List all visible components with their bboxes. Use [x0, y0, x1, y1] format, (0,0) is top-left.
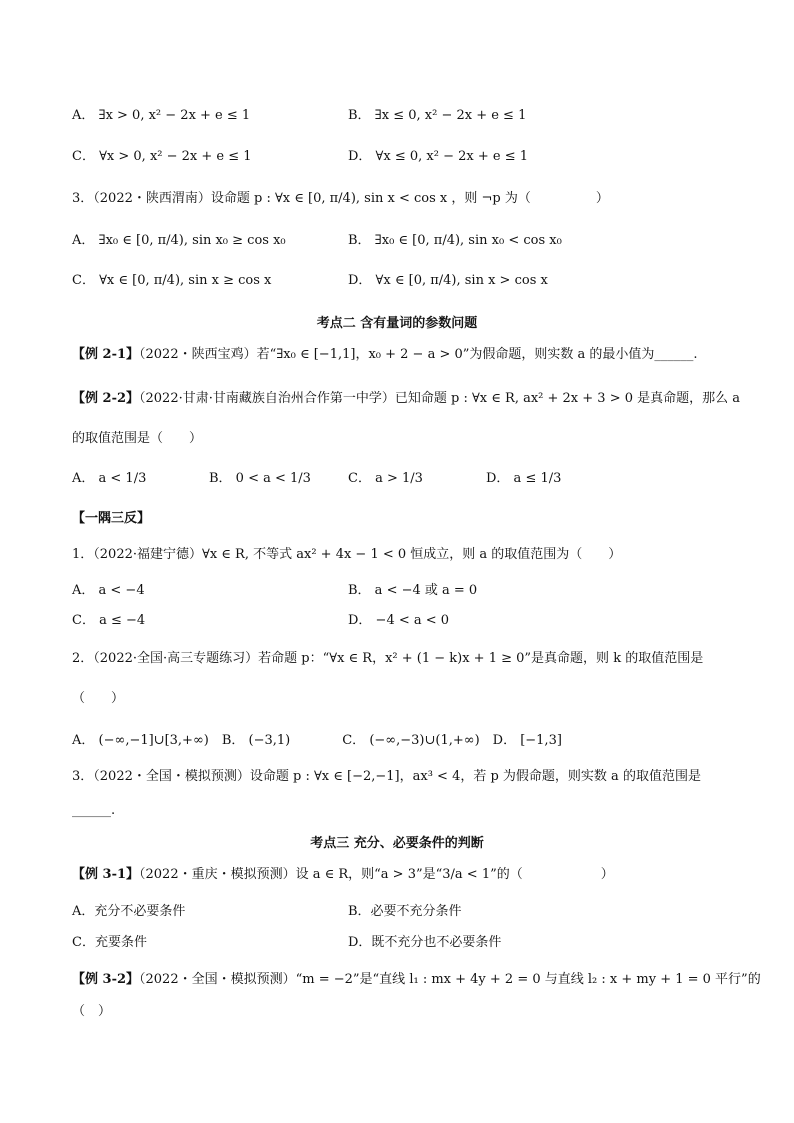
example-2-2-tag: 【例 2-2】 — [72, 391, 140, 406]
example-3-2 — [72, 971, 761, 989]
prev-option-c: C． ∀x > 0, x² − 2x + e ≤ 1 — [72, 149, 252, 164]
example-3-2-tag: 【例 3-2】 — [72, 972, 140, 987]
example-2-1 — [72, 346, 698, 364]
example-3-2-text2: （ ） — [72, 1004, 112, 1019]
practice-2-stem: 2．（2022·全国·高三专题练习）若命题 p：“∀x ∈ R，x² + (1 − k)x + 1 ≥ 0”是真命题，则 k 的取值范围是 — [72, 651, 704, 666]
example-3-1-option-a: A．充分不必要条件 — [72, 904, 186, 919]
practice-1-stem: 1．（2022·福建宁德）∀x ∈ R, 不等式 ax² + 4x − 1 < 0 恒成立，则 a 的取值范围为（ ） — [72, 547, 622, 562]
practice-3-stem2: ______. — [72, 803, 116, 818]
example-2-2-option-a: A． a < 1/3 — [72, 471, 147, 486]
q3-stem: 3．（2022・陕西渭南）设命题 p : ∀x ∈ [0, π/4), sin x < cos x ，则 ¬p 为（ ） — [72, 191, 609, 206]
example-3-1-option-b: B．必要不充分条件 — [348, 904, 462, 919]
q3-option-c: C． ∀x ∈ [0, π/4), sin x ≥ cos x — [72, 273, 272, 288]
section-2-title: 考点二 含有量词的参数问题 — [316, 316, 478, 331]
example-2-2-option-d: D． a ≤ 1/3 — [486, 471, 562, 486]
practice-1-option-a: A． a < −4 — [72, 583, 145, 598]
prev-option-d: D． ∀x ≤ 0, x² − 2x + e ≤ 1 — [348, 149, 529, 164]
example-2-1-text: （2022・陕西宝鸡）若“∃x₀ ∈ [−1,1]，x₀ + 2 − a > 0”为假命题，则实数 a 的最小值为______. — [139, 347, 698, 362]
example-2-2 — [72, 390, 740, 408]
example-3-2-text: （2022・全国・模拟预测）“m = −2”是“直线 l₁ : mx + 4y + 2 = 0 与直线 l₂ : x + my + 1 = 0 平行”的 — [139, 972, 761, 987]
example-3-1-option-d: D．既不充分也不必要条件 — [348, 935, 502, 950]
practice-1-option-c: C． a ≤ −4 — [72, 613, 146, 628]
practice-title: 【一隅三反】 — [72, 511, 151, 526]
example-3-1-text: （2022・重庆・模拟预测）设 a ∈ R，则“a > 3”是“3/a < 1”的（ ） — [139, 867, 614, 882]
q3-option-a: A． ∃x₀ ∈ [0, π/4), sin x₀ ≥ cos x₀ — [72, 233, 286, 248]
example-2-2-option-b: B． 0 < a < 1/3 — [209, 471, 311, 486]
example-2-1-tag: 【例 2-1】 — [72, 347, 140, 362]
example-2-2-text: （2022·甘肃·甘南藏族自治州合作第一中学）已知命题 p : ∀x ∈ R, ax² + 2x + 3 > 0 是真命题，那么 a — [139, 391, 741, 406]
example-3-1-option-c: C．充要条件 — [72, 935, 147, 950]
practice-2-stem2: （ ） — [72, 691, 125, 706]
practice-3-stem: 3．（2022・全国・模拟预测）设命题 p : ∀x ∈ [−2,−1]，ax³ < 4，若 p 为假命题，则实数 a 的取值范围是 — [72, 769, 701, 784]
prev-option-a: A． ∃x > 0, x² − 2x + e ≤ 1 — [72, 108, 251, 123]
practice-2-options: A． (−∞,−1]∪[3,+∞) B． (−3,1) C． (−∞,−3)∪(1,+∞) D． [−1,3] — [72, 733, 562, 748]
practice-1-option-d: D． −4 < a < 0 — [348, 613, 450, 628]
practice-1-option-b: B． a < −4 或 a = 0 — [348, 583, 478, 598]
example-2-2-option-c: C． a > 1/3 — [348, 471, 423, 486]
q3-option-d: D． ∀x ∈ [0, π/4), sin x > cos x — [348, 273, 548, 288]
section-3-title: 考点三 充分、必要条件的判断 — [310, 836, 484, 851]
q3-option-b: B． ∃x₀ ∈ [0, π/4), sin x₀ < cos x₀ — [348, 233, 562, 248]
example-3-1-tag: 【例 3-1】 — [72, 867, 140, 882]
prev-option-b: B． ∃x ≤ 0, x² − 2x + e ≤ 1 — [348, 108, 527, 123]
example-3-1 — [72, 866, 614, 884]
example-2-2-text2: 的取值范围是（ ） — [72, 431, 203, 446]
